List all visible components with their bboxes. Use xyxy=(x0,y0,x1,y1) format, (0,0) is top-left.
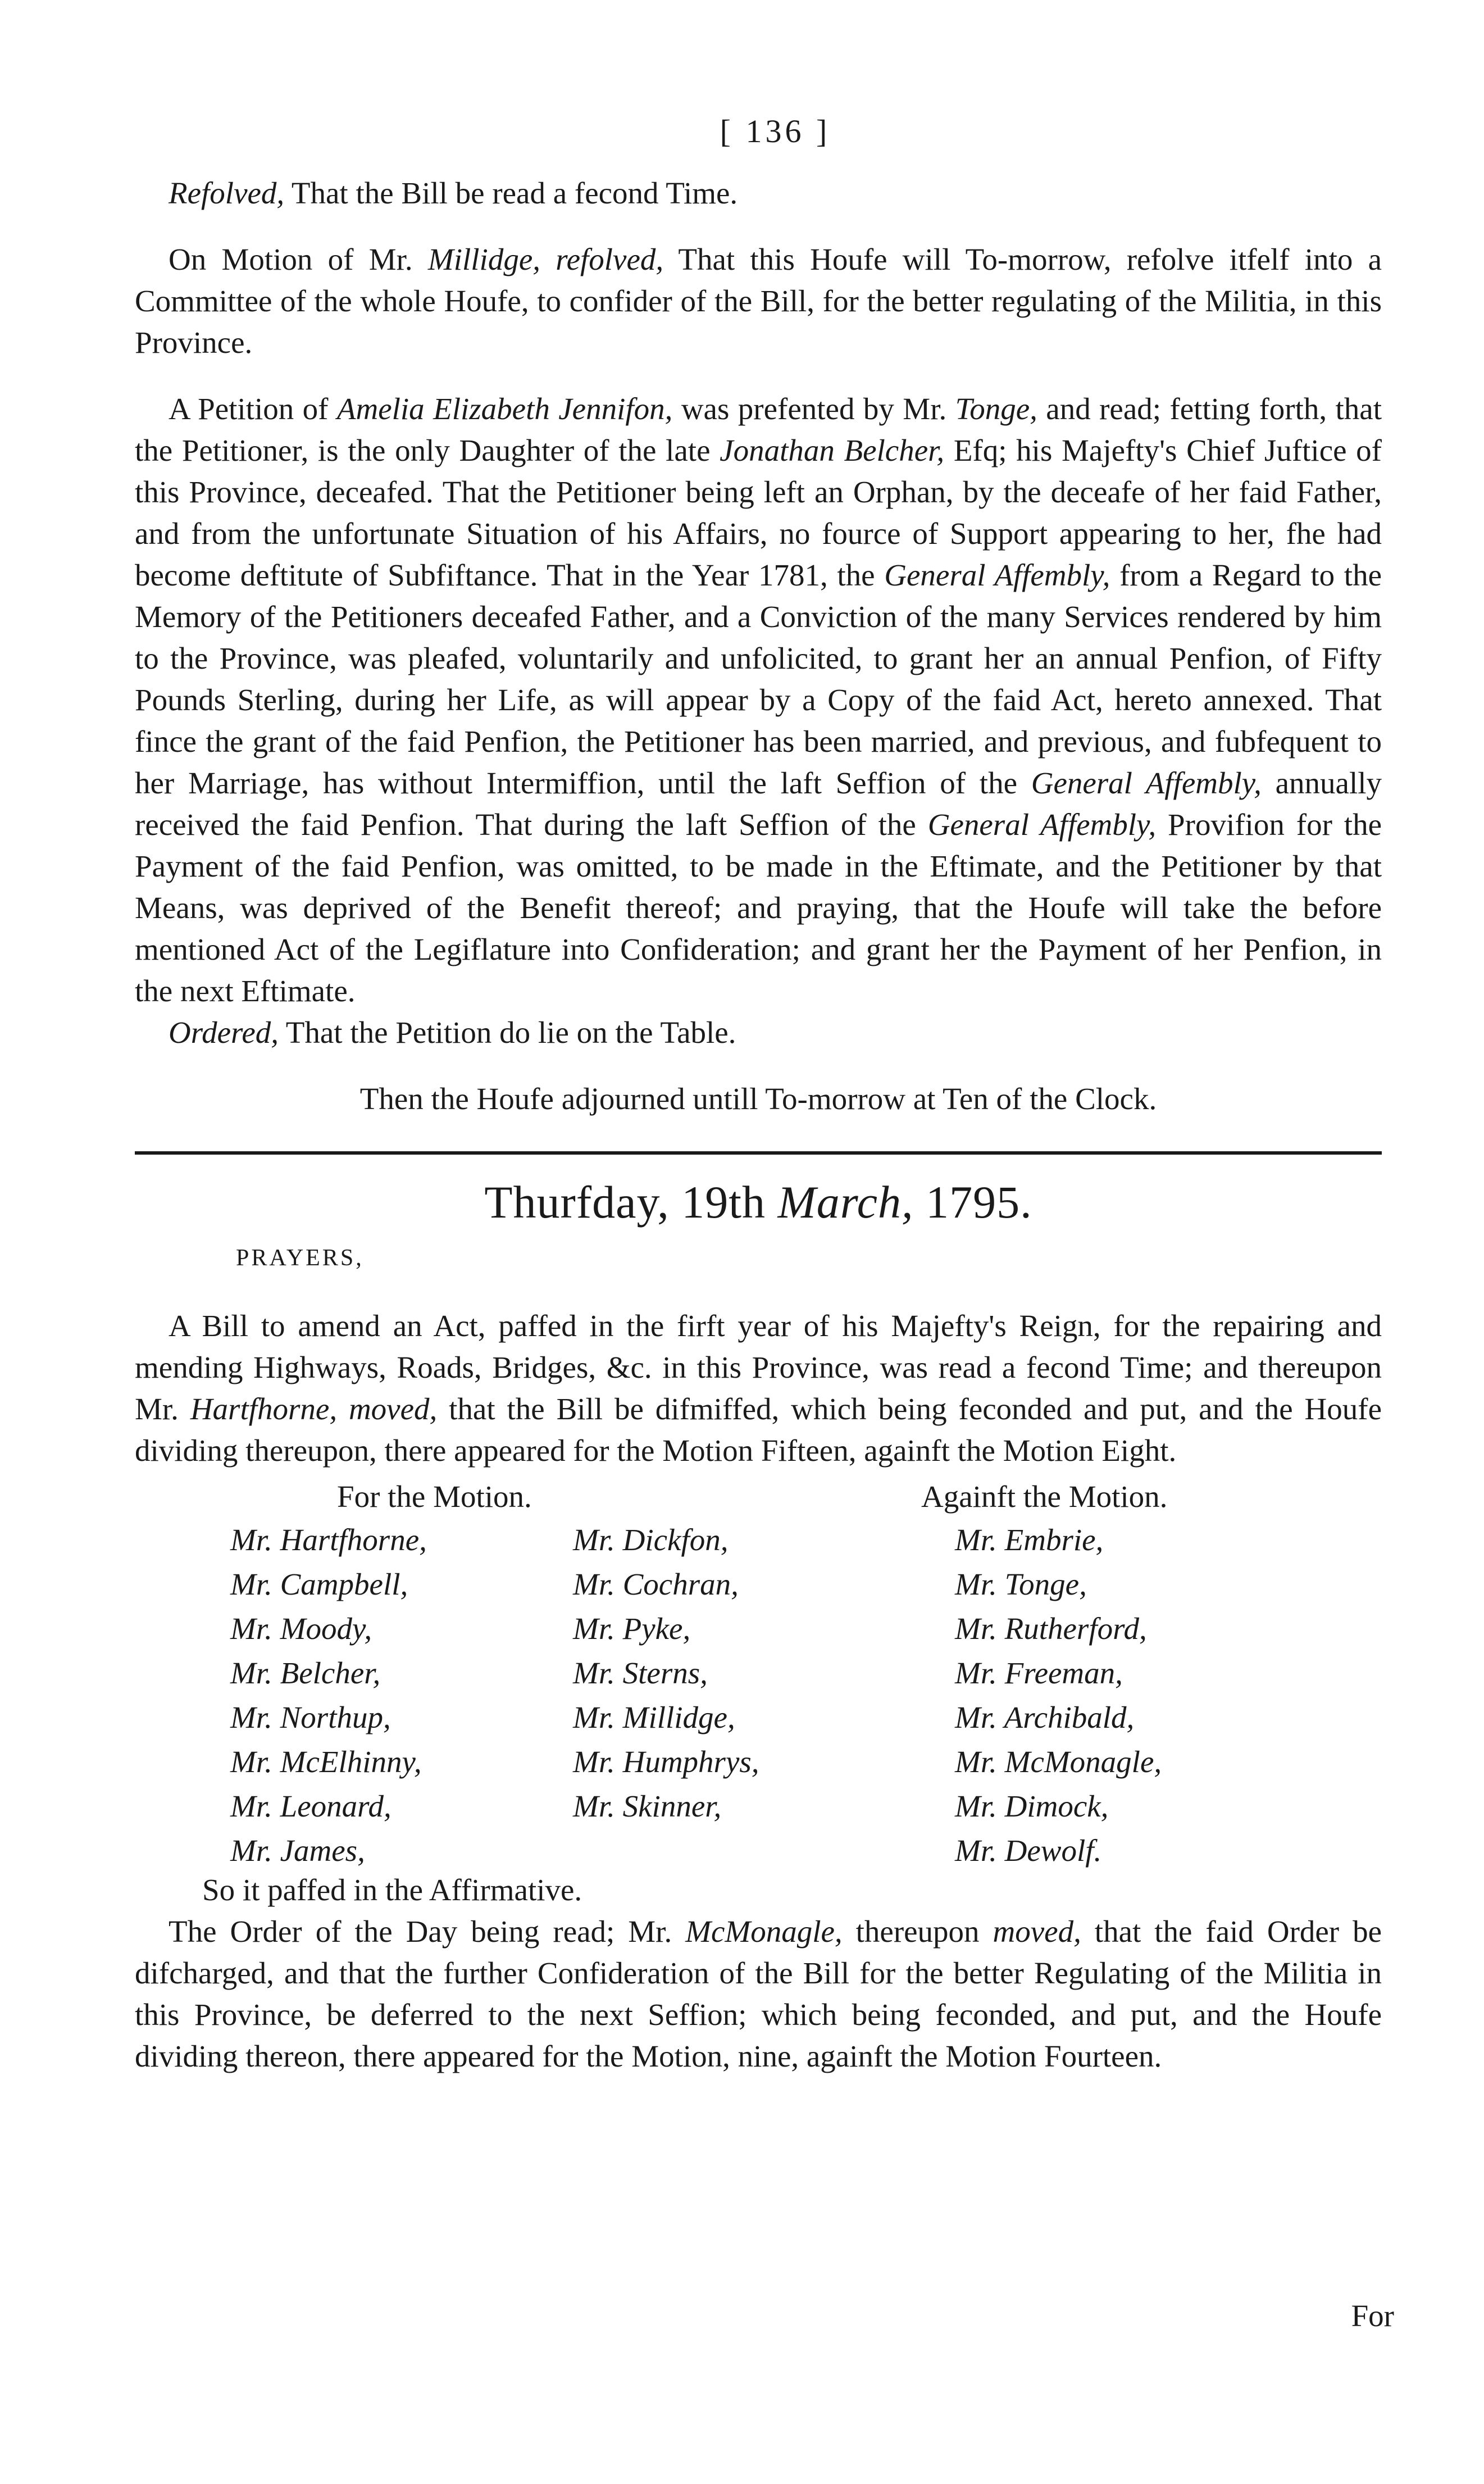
member-name: Mr. Northup, xyxy=(230,1700,391,1734)
member-name: Mr. Cochran, xyxy=(573,1567,739,1601)
member-name: Mr. Belcher, xyxy=(230,1656,381,1690)
petition-mid: was prefented by Mr. xyxy=(672,392,955,426)
against-motion-heading: Againft the Motion. xyxy=(921,1479,1168,1514)
resolved-text: That the Bill be read a fecond Time. xyxy=(284,176,738,210)
ordered-label: Ordered, xyxy=(169,1015,279,1050)
section-divider xyxy=(135,1151,1382,1155)
date-heading xyxy=(135,1171,1382,1233)
petition-paragraph xyxy=(135,388,1382,1012)
order-paragraph xyxy=(135,1911,1382,2077)
bill-moved: moved, xyxy=(337,1392,438,1426)
member-name: Mr. Millidge, xyxy=(573,1700,735,1734)
general-assembly-1: General Affembly, xyxy=(884,558,1110,592)
petition-part1: and read; fetting forth, that the Petitioner, is the only Daughter of the late xyxy=(135,392,1382,467)
prayers-label: PRAYERS, xyxy=(236,1245,364,1271)
for-column-1 xyxy=(230,1518,427,1873)
adjourn-line: Then the Houfe adjourned untill To-morrow at Ten of the Clock. xyxy=(359,1082,1157,1116)
member-name: Mr. Archibald, xyxy=(955,1700,1135,1734)
motion-name: Millidge, xyxy=(427,242,540,276)
member-name: Mr. Leonard, xyxy=(230,1789,392,1823)
bill-part1: A Bill to amend an Act, paffed in the firft year of his Majefty's Reign, for the repairing and mending Highways, Roads, Bridges, &c. in this Province, was read a fecond Time; and thereupon Mr. xyxy=(135,1309,1382,1426)
petition-part3: from a Regard to the Memory of the Petitioners deceafed Father, and a Conviction of the many Services rendered by him to the Province, was pleafed, voluntarily and unfolicited, to grant her an annual Penfion, of Fifty Pounds Sterling, during her Life, as will appear by a Copy of the faid Act, hereto annexed. That fince the grant of the faid Penfion, the Petitioner has been married, and previous, and fubfequent to her Marriage, has without Intermiffion, until the laft Seffion of the xyxy=(135,558,1382,800)
date-month: March, xyxy=(777,1177,914,1228)
member-name: Mr. Hartfhorne, xyxy=(230,1523,427,1557)
member-name: Mr. Tonge, xyxy=(955,1567,1087,1601)
petition-presenter: Tonge, xyxy=(955,392,1037,426)
date-year: 1795. xyxy=(913,1177,1032,1228)
member-name: Mr. James, xyxy=(230,1833,365,1868)
bill-part2: that the Bill be difmiffed, which being feconded and put, and the Houfe dividing thereupon, there appeared for the Motion Fifteen, againft the Motion Eight. xyxy=(135,1392,1382,1468)
petition-father: Jonathan Belcher, xyxy=(720,433,945,467)
motion-intro: On Motion of Mr. xyxy=(169,242,428,276)
page-number: [ 136 ] xyxy=(720,113,831,149)
member-name: Mr. Rutherford, xyxy=(955,1611,1147,1646)
member-name: Mr. Dimock, xyxy=(955,1789,1109,1823)
date-day: Thurfday, 19th xyxy=(484,1177,778,1228)
motion-resolved: refolved, xyxy=(540,242,664,276)
member-name: Mr. Sterns, xyxy=(573,1656,708,1690)
member-name: Mr. Humphrys, xyxy=(573,1745,759,1779)
member-name: Mr. McElhinny, xyxy=(230,1745,422,1779)
motion-text: That this Houfe will To-morrow, refolve itfelf into a Committee of the whole Houfe, to confider of the Bill, for the better regulating of the Militia, in this Province. xyxy=(135,242,1382,360)
order-name: McMonagle, xyxy=(685,1914,843,1949)
ordered-paragraph xyxy=(135,1012,1382,1053)
member-name: Mr. Freeman, xyxy=(955,1656,1123,1690)
general-assembly-2: General Affembly, xyxy=(1031,766,1262,800)
ordered-text: That the Petition do lie on the Table. xyxy=(279,1015,736,1050)
member-name: Mr. Campbell, xyxy=(230,1567,408,1601)
petition-part5: Provifion for the Payment of the faid Penfion, was omitted, to be made in the Eftimate, and the Petitioner by that Means, was deprived of the Benefit thereof; and praying, that the Houfe will take the before mentioned Act of the Legiflature into Confideration; and grant her the Payment of her Penfion, in the next Eftimate. xyxy=(135,807,1382,1008)
petition-part4: annually received the faid Penfion. That during the laft Seffion of the xyxy=(135,766,1382,842)
petitioner-name: Amelia Elizabeth Jennifon, xyxy=(336,392,673,426)
order-part1: The Order of the Day being read; Mr. xyxy=(169,1914,686,1949)
against-column xyxy=(955,1518,1162,1873)
member-name: Mr. Embrie, xyxy=(955,1523,1104,1557)
member-name: Mr. Pyke, xyxy=(573,1611,691,1646)
order-part2: thereupon xyxy=(842,1914,993,1949)
for-motion-heading: For the Motion. xyxy=(337,1479,532,1514)
resolved-paragraph xyxy=(135,172,1382,214)
resolved-label: Refolved, xyxy=(169,176,285,210)
for-column-2 xyxy=(573,1518,759,1828)
petition-part2: Efq; his Majefty's Chief Juftice of this Province, deceafed. That the Petitioner being left an Orphan, by the deceafe of her faid Father, and from the unfortunate Situation of his Affairs, no fource of Support appearing to her, fhe had become deftitute of Subfiftance. That in the Year 1781, the xyxy=(135,433,1382,592)
bill-paragraph xyxy=(135,1305,1382,1472)
bill-mover: Hartfhorne, xyxy=(190,1392,338,1426)
division-list xyxy=(135,1476,1382,1869)
document-page xyxy=(135,112,1382,2077)
general-assembly-3: General Affembly, xyxy=(927,807,1157,842)
catchword: For xyxy=(1351,2299,1394,2333)
order-part3: that the faid Order be difcharged, and that the further Confideration of the Bill for the better Regulating of the Militia in this Province, be deferred to the next Seffion; which being feconded, and put, and the Houfe dividing thereon, there appeared for the Motion, nine, againft the Motion Fourteen. xyxy=(135,1914,1382,2073)
member-name: Mr. Moody, xyxy=(230,1611,372,1646)
petition-intro: A Petition of xyxy=(169,392,337,426)
motion-paragraph xyxy=(135,239,1382,364)
passed-line: So it paffed in the Affirmative. xyxy=(202,1873,582,1907)
order-moved: moved, xyxy=(993,1914,1081,1949)
member-name: Mr. Dewolf. xyxy=(955,1833,1102,1868)
member-name: Mr. Skinner, xyxy=(573,1789,722,1823)
member-name: Mr. Dickfon, xyxy=(573,1523,729,1557)
member-name: Mr. McMonagle, xyxy=(955,1745,1162,1779)
